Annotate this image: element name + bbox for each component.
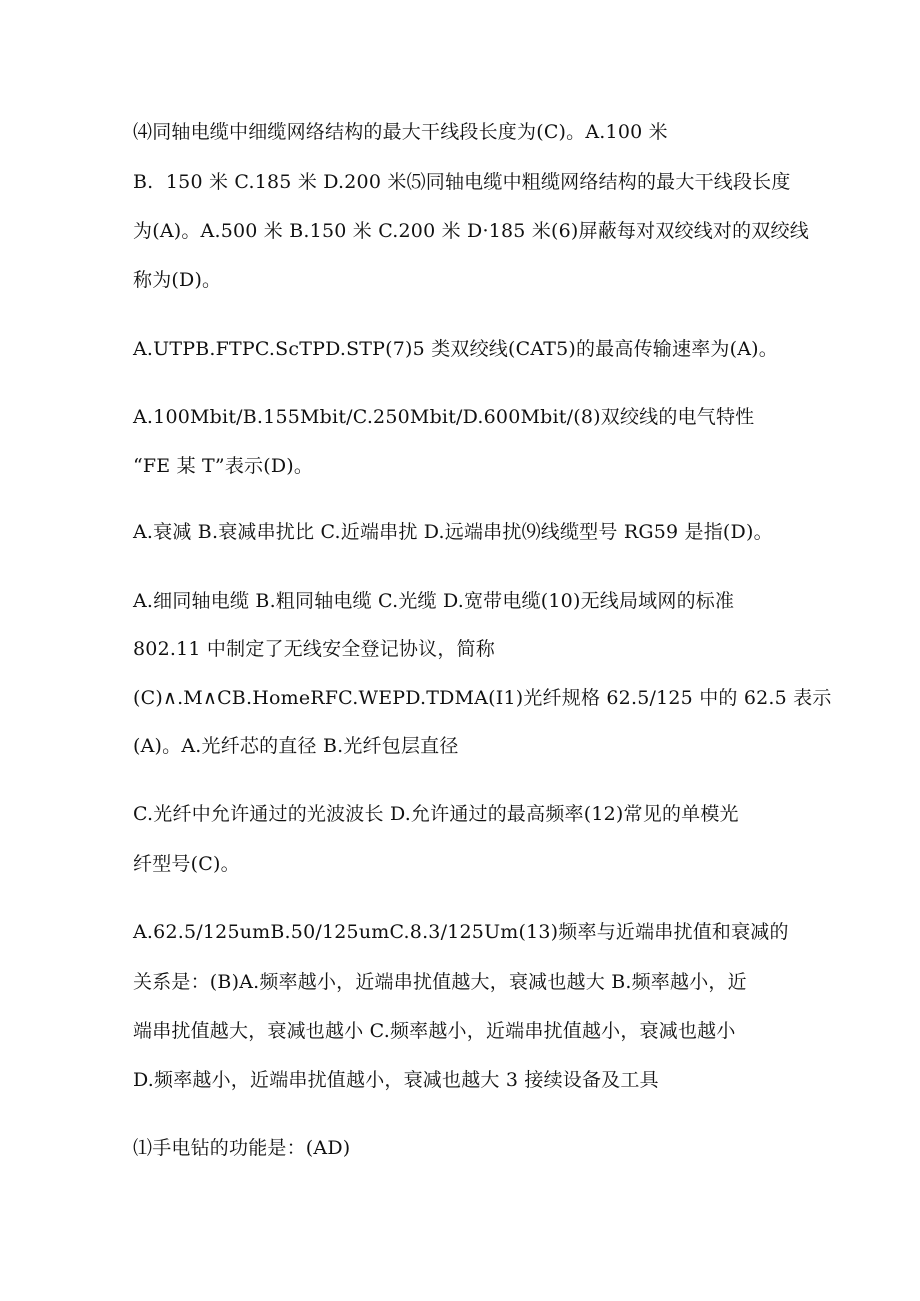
text-line: C.光纤中允许通过的光波波长 D.允许通过的最高频率(12)常见的单模光 xyxy=(133,803,739,825)
text-line: A.UTPB.FTPC.ScTPD.STP(7)5 类双绞线(CAT5)的最高传输速率为(A)。 xyxy=(133,338,778,360)
text-line: ⑴手电钻的功能是：(AD) xyxy=(133,1137,351,1159)
text-line: 称为(D)。 xyxy=(133,269,222,291)
text-line: A.62.5/125umB.50/125umC.8.3/125Um(13)频率与近端串扰值和衰减的 xyxy=(133,921,789,943)
text-line: D.频率越小，近端串扰值越小，衰减也越大 3 接续设备及工具 xyxy=(133,1069,659,1091)
text-line: 端串扰值越大，衰减也越小 C.频率越小，近端串扰值越小，衰减也越小 xyxy=(133,1020,736,1042)
text-line: A.衰减 B.衰减串扰比 C.近端串扰 D.远端串扰⑼线缆型号 RG59 是指(D)。 xyxy=(133,521,773,543)
text-line: ⑷同轴电缆中细缆网络结构的最大干线段长度为(C)。A.100 米 xyxy=(133,121,668,143)
text-line: (C)∧.M∧CB.HomeRFC.WEPD.TDMA(I1)光纤规格 62.5/125 中的 62.5 表示 xyxy=(133,687,832,709)
text-line: “FE 某 T”表示(D)。 xyxy=(133,455,314,477)
text-line: B. 150 米 C.185 米 D.200 米⑸同轴电缆中粗缆网络结构的最大干线段长度 xyxy=(133,171,791,193)
text-line: 802.11 中制定了无线安全登记协议，简称 xyxy=(133,638,495,660)
text-line: 纤型号(C)。 xyxy=(133,853,240,875)
text-line: 关系是：(B)A.频率越小，近端串扰值越大，衰减也越大 B.频率越小，近 xyxy=(133,971,747,993)
text-line: A.细同轴电缆 B.粗同轴电缆 C.光缆 D.宽带电缆(10)无线局域网的标准 xyxy=(133,590,735,612)
text-line: (A)。A.光纤芯的直径 B.光纤包层直径 xyxy=(133,735,459,757)
text-line: 为(A)。A.500 米 B.150 米 C.200 米 D·185 米(6)屏蔽每对双绞线对的双绞线 xyxy=(133,220,809,242)
text-line: A.100Mbit/B.155Mbit/C.250Mbit/D.600Mbit/(8)双绞线的电气特性 xyxy=(133,406,755,428)
